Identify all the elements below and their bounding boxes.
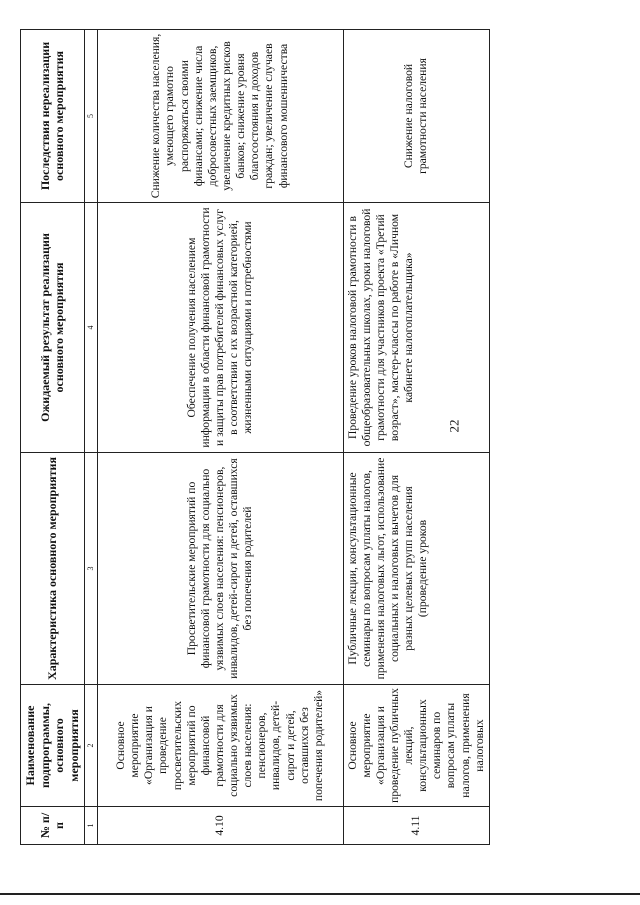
measures-table — [20, 29, 490, 845]
header-number: № п/п — [21, 807, 85, 845]
column-index: 3 — [84, 453, 97, 685]
column-index: 2 — [84, 685, 97, 807]
row-name: Основное мероприятие «Организация и проведение просветительских мероприятий по финансовой грамотности для социально уязвимых слоев населения: пенсионеров, инвалидов, детей-сирот и детей, оставшихся без попечения родителей» — [97, 685, 343, 807]
row-consequence: Снижение налоговой грамотности населения — [343, 30, 489, 203]
table-row — [343, 30, 489, 845]
header-result: Ожидаемый результат реализации основного мероприятия — [21, 203, 85, 453]
header-name: Наименование подпрограммы, основного мероприятия — [21, 685, 85, 807]
column-index: 5 — [84, 30, 97, 203]
row-result: Обеспечение получения населением информации в области финансовой грамотности и защиты прав потребителей финансовых услуг в соответствии с их возрастной категорией, жизненными ситуациями и потребностями — [97, 203, 343, 453]
row-description: Публичные лекции, консультационные семинары по вопросам уплаты налогов, применения налоговых льгот, использование социальных и налоговых вычетов для разных целевых групп населения (проведение уроков — [343, 453, 489, 685]
header-description: Характеристика основного мероприятия — [21, 453, 85, 685]
bottom-rule — [0, 893, 640, 895]
row-description: Просветительские мероприятий по финансовой грамотности для социально уязвимых слоев населения: пенсионеров, инвалидов, детей-сирот и детей, оставшихся без попечения родителей — [97, 453, 343, 685]
table-row — [97, 30, 343, 845]
page-number: 22 — [446, 419, 462, 433]
header-consequence: Последствия нереализации основного мероприятия — [21, 30, 85, 203]
column-index: 1 — [84, 807, 97, 845]
table-header-row — [21, 30, 85, 845]
row-result: Проведение уроков налоговой грамотности в общеобразовательных школах, уроки налоговой грамотности для участников проекта «Третий возраст», мастер-классы по работе в «Личном кабинете налогоплательщика» — [343, 203, 489, 453]
column-index-row — [84, 30, 97, 845]
row-number: 4.10 — [97, 807, 343, 845]
column-index: 4 — [84, 203, 97, 453]
row-number: 4.11 — [343, 807, 489, 845]
row-name: Основное мероприятие «Организация и проведение публичных лекций, консультационных семинаров по вопросам уплаты налогов, применения налоговых — [343, 685, 489, 807]
row-consequence: Снижение количества населения, умеющего грамотно распоряжаться своими финансами; снижение числа добросовестных заемщиков, увеличение кредитных рисков банков; снижение уровня благосостояния и доходов граждан; увеличение случаев финансового мошенничества — [97, 30, 343, 203]
